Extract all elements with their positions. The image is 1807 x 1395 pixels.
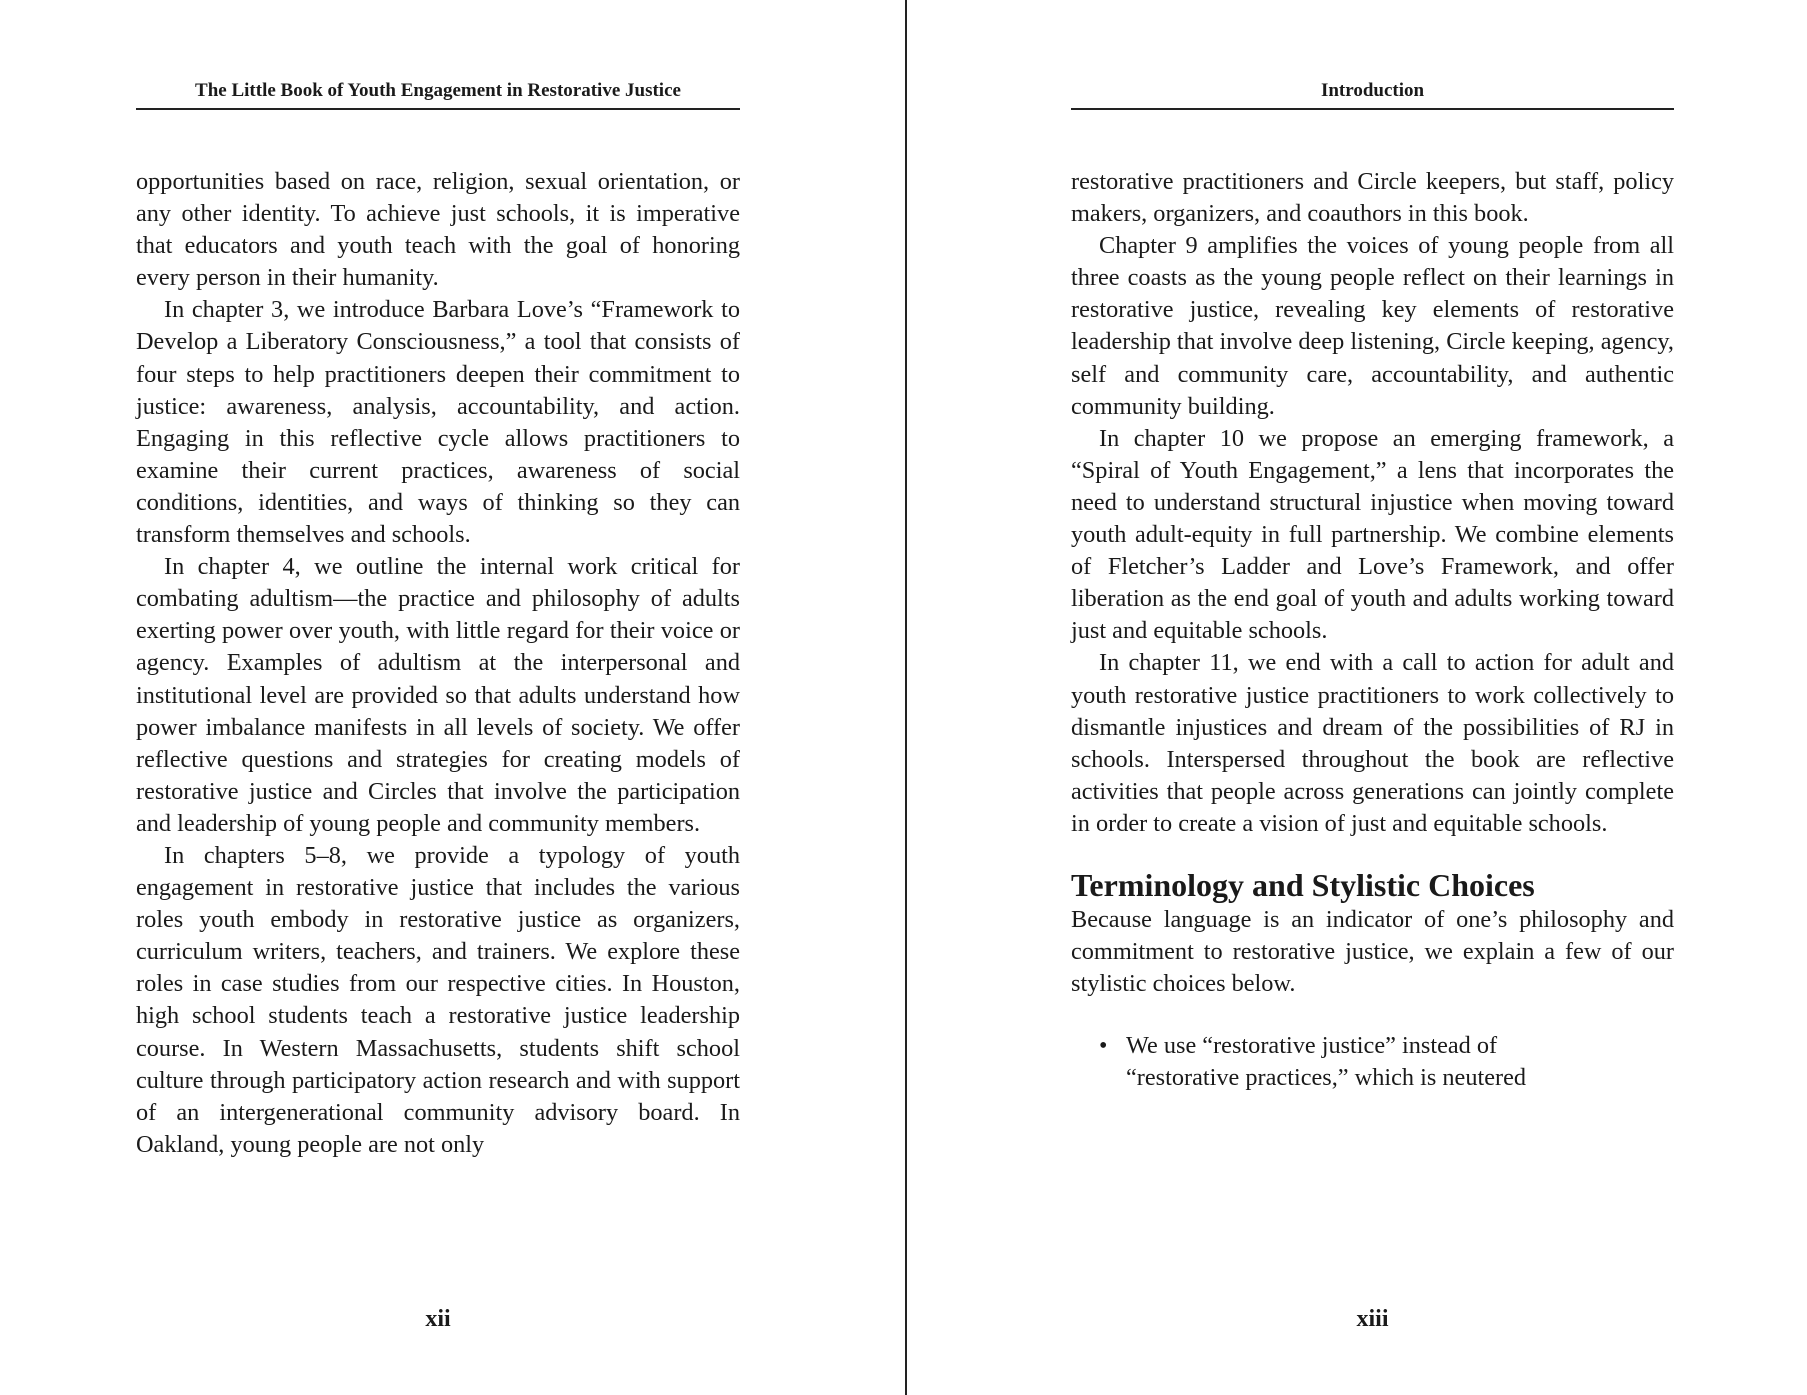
right-page bbox=[1071, 0, 1674, 1395]
bullet-list bbox=[1071, 1030, 1674, 1094]
list-item bbox=[1099, 1030, 1586, 1094]
paragraph: In chapter 10 we propose an emerging framework, a “Spiral of Youth Engagement,” a lens that incorporates the need to understand structural injustice when moving toward youth adult-equity in full partnership. We combine elements of Fletcher’s Ladder and Love’s Framework, and offer liberation as the end goal of youth and adults working toward just and equitable schools. bbox=[1071, 424, 1674, 645]
page-body bbox=[136, 166, 740, 1161]
header-rule bbox=[136, 108, 740, 110]
paragraph: In chapters 5–8, we provide a typology of youth engagement in restorative justice that includes the various roles youth embody in restorative justice as organizers, curriculum writers, teachers, and trainers. We explore these roles in case studies from our respective cities. In Houston, high school students teach a restorative justice leadership course. In Western Massachusetts, students shift school culture through participatory action research and with support of an intergenerational community advisory board. In Oakland, young people are not only bbox=[136, 841, 740, 1158]
paragraph: Chapter 9 amplifies the voices of young people from all three coasts as the young people reflect on their learnings in restorative justice, revealing key elements of restorative leadership that involve deep listening, Circle keeping, agency, self and community care, accountability, and authentic community building. bbox=[1071, 232, 1674, 420]
gutter-divider bbox=[905, 0, 907, 1395]
paragraph: In chapter 3, we introduce Barbara Love’s “Framework to Develop a Liberatory Consciousness,” a tool that consists of four steps to help practitioners deepen their commitment to justice: awareness, analysis, accountability, and action. Engaging in this reflective cycle allows practitioners to examine their current practices, awareness of social conditions, identities, and ways of thinking so they can transform themselves and schools. bbox=[136, 296, 740, 549]
paragraph: Because language is an indicator of one’s philosophy and commitment to restorative justice, we explain a few of our stylistic choices below. bbox=[1071, 905, 1674, 998]
page-number: xiii bbox=[1356, 1306, 1389, 1332]
list-item-text: We use “restorative justice” instead of “restorative practices,” which is neutered bbox=[1126, 1032, 1527, 1092]
bullet-icon: • bbox=[1099, 1033, 1108, 1060]
running-head: Introduction bbox=[1320, 80, 1425, 101]
paragraph: In chapter 11, we end with a call to action for adult and youth restorative justice practitioners to work collectively to dismantle injustices and dream of the possibilities of RJ in schools. Interspersed throughout the book are reflective activities that people across generations can jointly complete in order to create a vision of just and equitable schools. bbox=[1071, 649, 1674, 837]
paragraph: opportunities based on race, religion, sexual orientation, or any other identity. To achieve just schools, it is imperative that educators and youth teach with the goal of honoring every person in their humanity. bbox=[136, 168, 740, 292]
paragraph: restorative practitioners and Circle keepers, but staff, policy makers, organizers, and coauthors in this book. bbox=[1071, 168, 1674, 228]
running-head: The Little Book of Youth Engagement in Restorative Justice bbox=[195, 80, 681, 101]
page-body bbox=[1071, 166, 1674, 1094]
paragraph: In chapter 4, we outline the internal work critical for combating adultism—the practice and philosophy of adults exerting power over youth, with little regard for their voice or agency. Examples of adultism at the interpersonal and institutional level are provided so that adults understand how power imbalance manifests in all levels of society. We offer reflective questions and strategies for creating models of restorative justice and Circles that involve the participation and leadership of young people and community members. bbox=[136, 553, 740, 837]
left-page bbox=[136, 0, 740, 1395]
page-number: xii bbox=[425, 1306, 451, 1332]
section-heading: Terminology and Stylistic Choices bbox=[1071, 866, 1535, 903]
header-rule bbox=[1071, 108, 1674, 110]
